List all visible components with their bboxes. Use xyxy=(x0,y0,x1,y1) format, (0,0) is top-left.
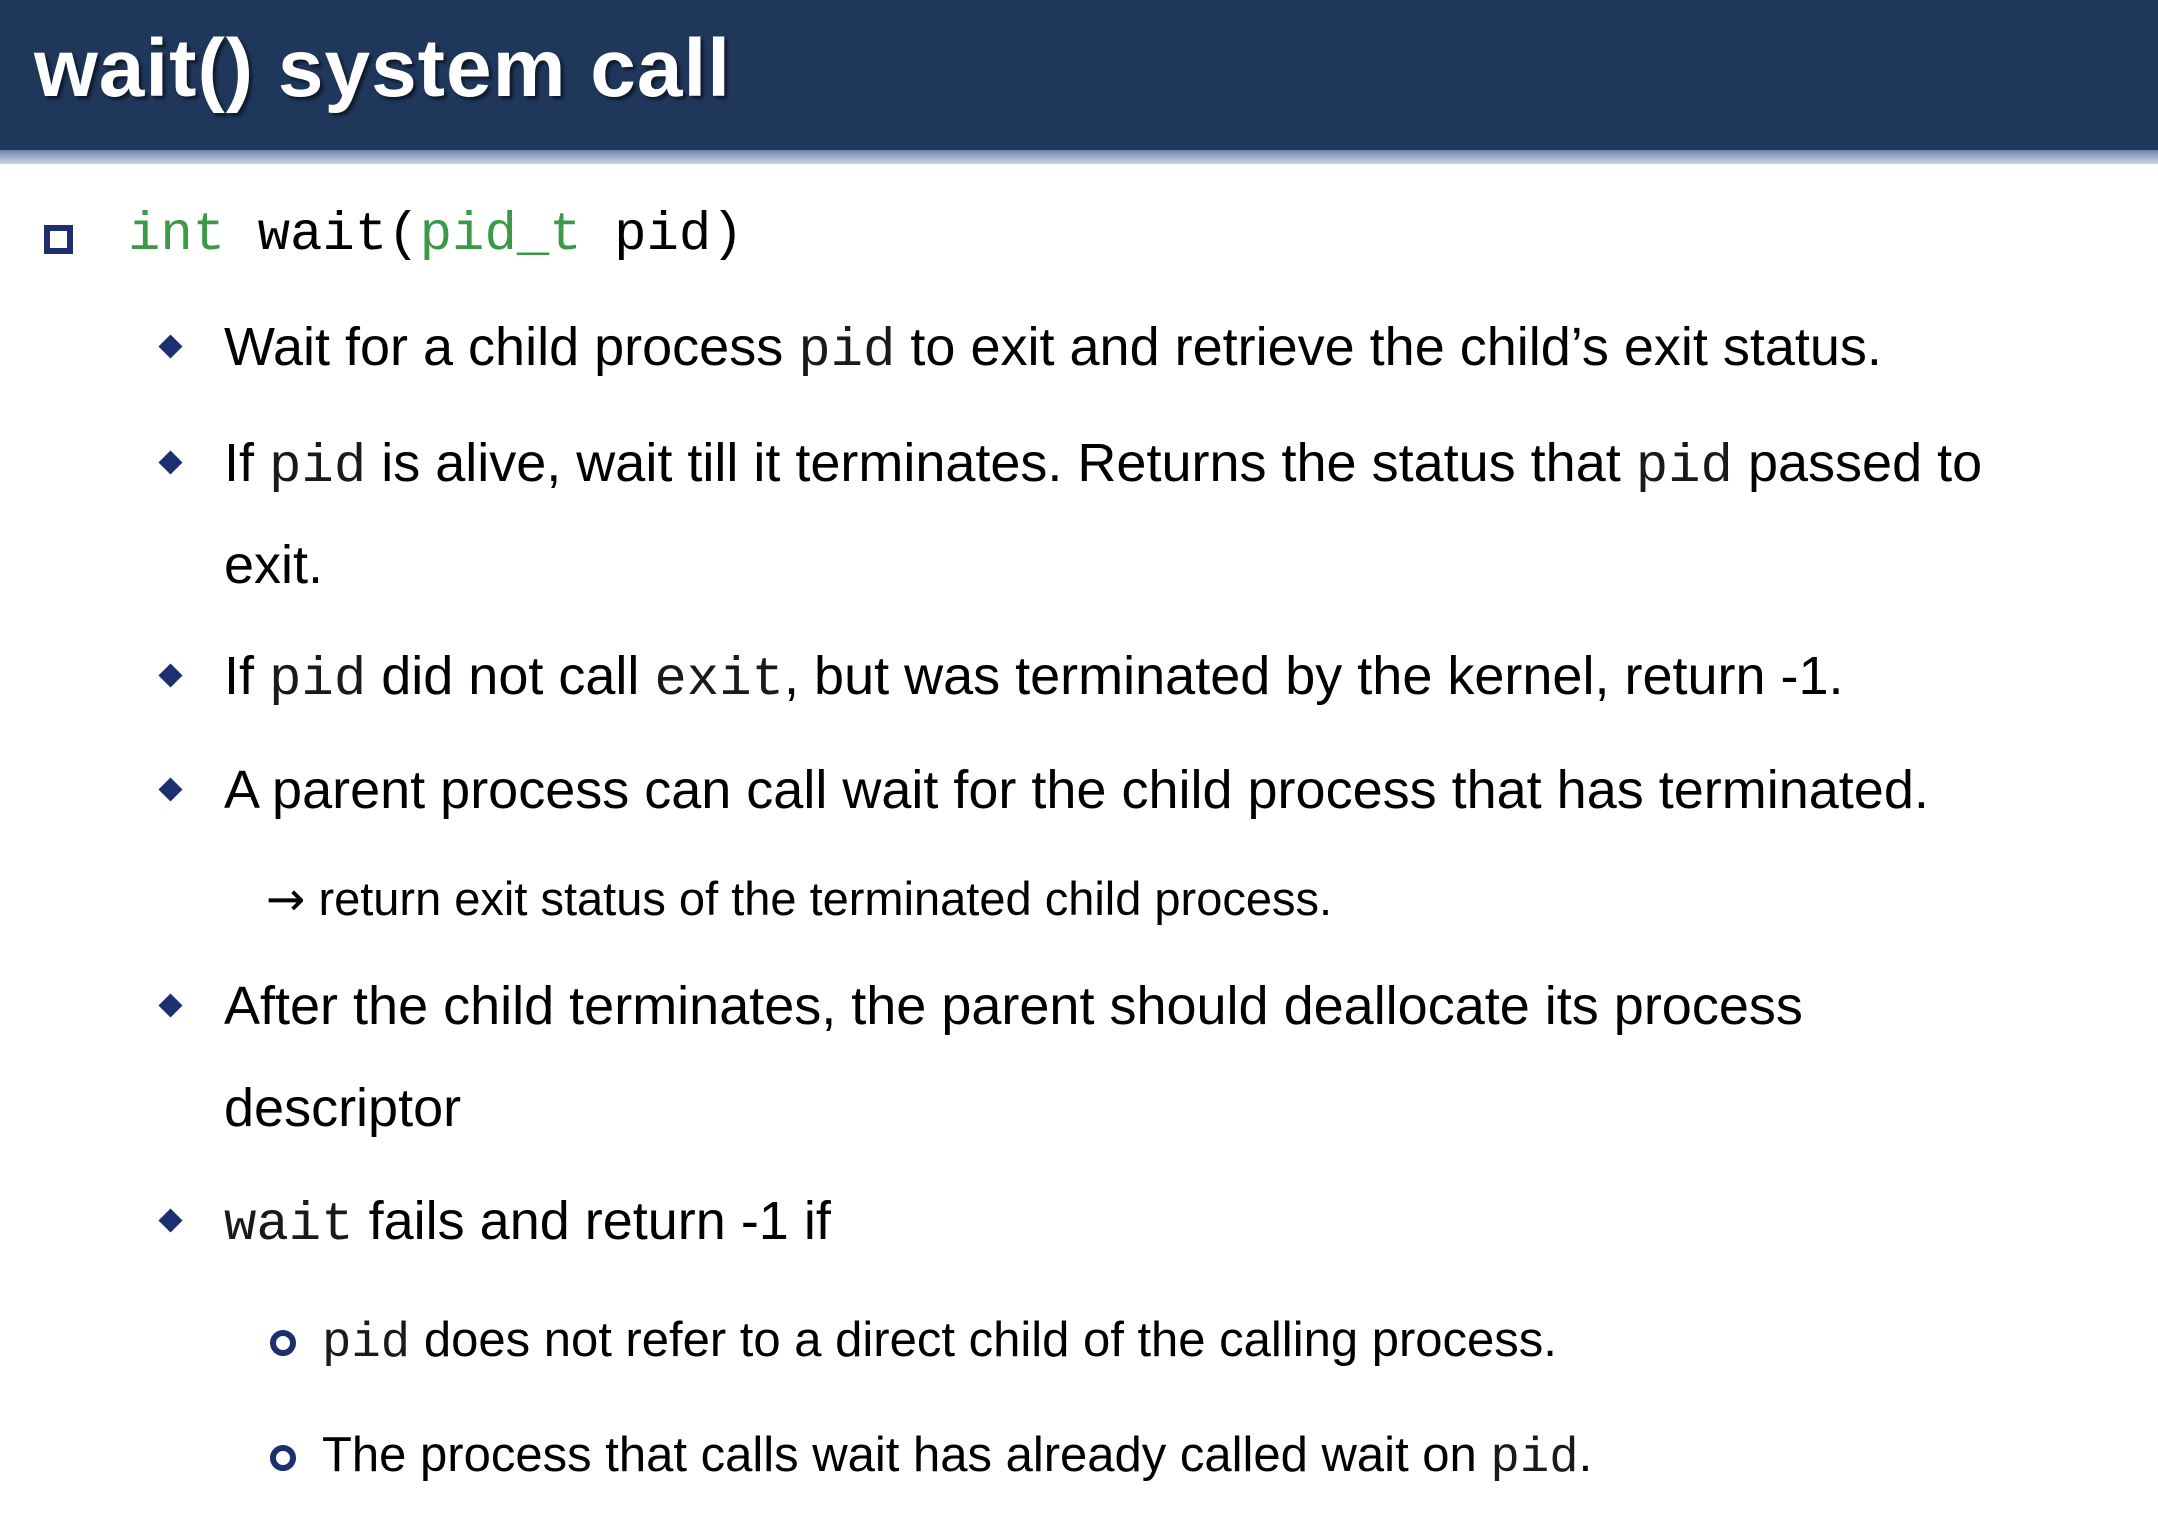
inline-code: pid xyxy=(1490,1430,1579,1486)
inline-code: pid xyxy=(798,321,896,382)
bullet-text: is alive, wait till it terminates. Returns the status that xyxy=(366,433,1636,493)
diamond-bullet-icon xyxy=(158,777,182,801)
bullet-wait-fails xyxy=(224,1188,831,1259)
bullet-pid-alive-continuation: exit. xyxy=(224,535,324,595)
bullet-text: did not call xyxy=(366,646,655,706)
sub-bullet-not-direct-child xyxy=(322,1310,1557,1373)
bullet-text: The process that calls wait has already called wait on xyxy=(322,1428,1491,1482)
inline-code: pid xyxy=(269,437,367,498)
diamond-bullet-icon xyxy=(158,450,182,474)
sub-bullet-already-waited xyxy=(322,1425,1592,1488)
bullet-text: to exit and retrieve the child’s exit status. xyxy=(895,317,1882,377)
bullet-pid-alive xyxy=(224,430,1982,501)
circle-bullet-icon xyxy=(270,1330,296,1356)
bullet-killed-by-kernel xyxy=(224,643,1844,714)
signature-func-name: wait( xyxy=(225,205,420,266)
bullet-text: . xyxy=(1578,1428,1593,1482)
inline-code: exit xyxy=(654,650,785,711)
function-signature xyxy=(128,203,744,269)
note-text: return exit status of the terminated child process. xyxy=(305,872,1333,925)
bullet-wait-description xyxy=(224,314,1882,385)
bullet-parent-wait: A parent process can call wait for the child process that has terminated. xyxy=(224,760,1929,820)
diamond-bullet-icon xyxy=(158,993,182,1017)
bullet-parent-wait-note xyxy=(266,870,1332,929)
inline-code: wait xyxy=(224,1195,354,1256)
bullet-text: fails and return -1 if xyxy=(353,1191,831,1251)
diamond-bullet-icon xyxy=(158,334,182,358)
square-bullet-icon xyxy=(44,225,73,254)
bullet-text: Wait for a child process xyxy=(224,317,799,377)
arrow-right-icon: → xyxy=(266,872,306,927)
diamond-bullet-icon xyxy=(158,663,182,687)
bullet-text: If xyxy=(224,646,270,706)
inline-code: pid xyxy=(322,1315,411,1371)
inline-code: pid xyxy=(269,650,367,711)
inline-code: pid xyxy=(1635,437,1733,498)
title-bar xyxy=(0,0,2158,150)
bullet-text: passed to xyxy=(1732,433,1983,493)
title-underline xyxy=(0,150,2158,164)
bullet-deallocate-continuation: descriptor xyxy=(224,1078,462,1138)
signature-param-type: pid_t xyxy=(419,205,582,266)
bullet-text: If xyxy=(224,433,270,493)
slide-title: wait() system call xyxy=(34,23,732,114)
signature-param-name: pid) xyxy=(581,205,744,266)
bullet-text: does not refer to a direct child of the calling process. xyxy=(410,1313,1557,1367)
circle-bullet-icon xyxy=(270,1445,296,1471)
signature-return-type: int xyxy=(128,205,226,266)
bullet-text: , but was terminated by the kernel, return -1. xyxy=(784,646,1844,706)
diamond-bullet-icon xyxy=(158,1208,182,1232)
bullet-deallocate: After the child terminates, the parent should deallocate its process xyxy=(224,976,1803,1036)
